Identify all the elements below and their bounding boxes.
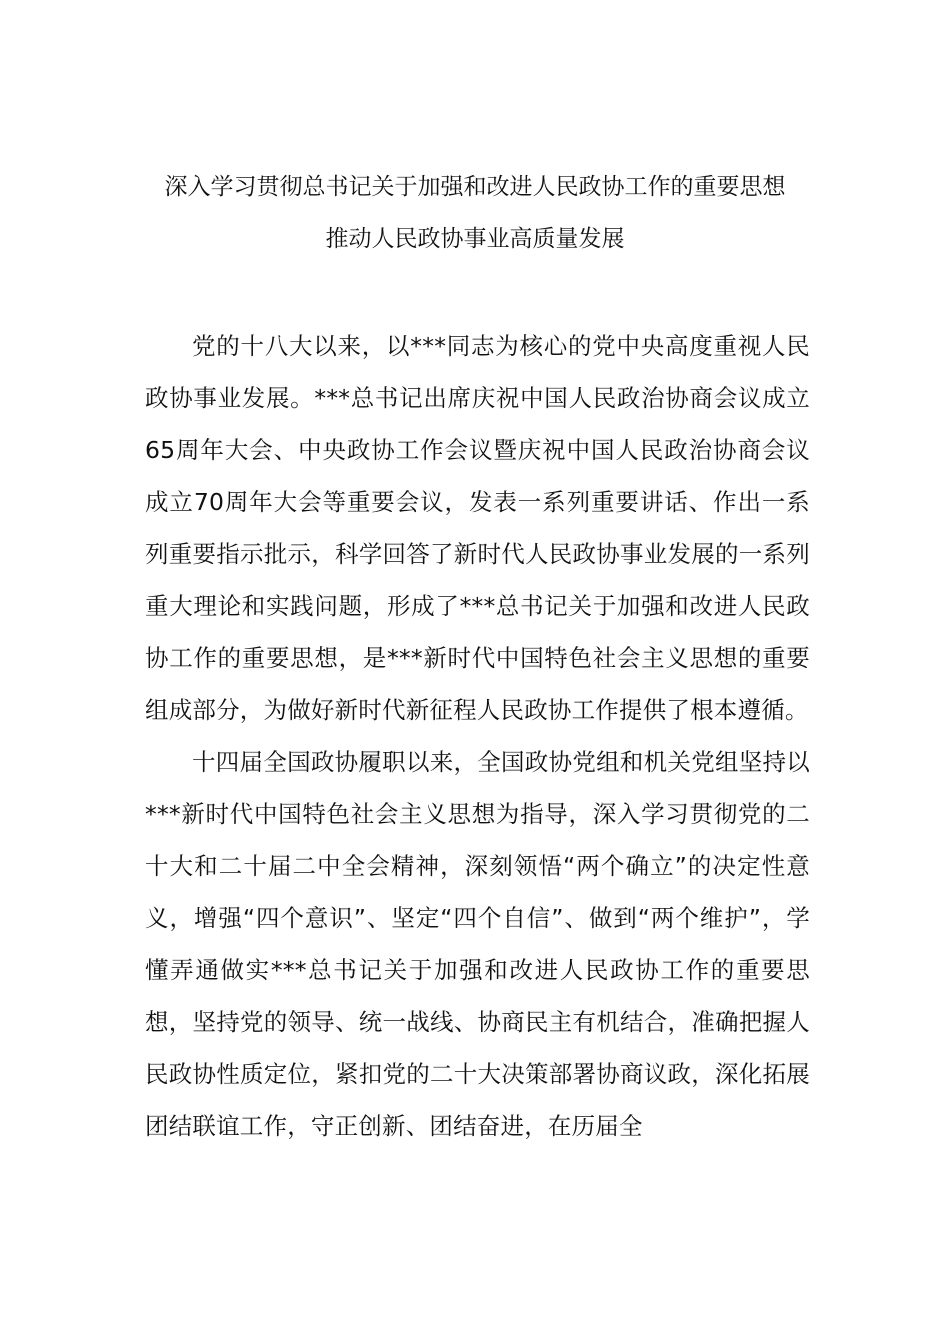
document-title-line-1: 深入学习贯彻总书记关于加强和改进人民政协工作的重要思想 [164,174,786,200]
document-title-line-2: 推动人民政协事业高质量发展 [325,226,625,252]
document-body [145,320,810,1152]
paragraph-1: 党的十八大以来，以***同志为核心的党中央高度重视人民政协事业发展。***总书记出席庆祝中国人民政治协商会议成立65周年大会、中央政协工作会议暨庆祝中国人民政治协商会议成立70周年大会等重要会议，发表一系列重要讲话、作出一系列重要指示批示，科学回答了新时代人民政协事业发展的一系列重大理论和实践问题，形成了***总书记关于加强和改进人民政协工作的重要思想，是***新时代中国特色社会主义思想的重要组成部分，为做好新时代新征程人民政协工作提供了根本遵循。 [145,332,810,724]
paragraph-2: 十四届全国政协履职以来，全国政协党组和机关党组坚持以***新时代中国特色社会主义思想为指导，深入学习贯彻党的二十大和二十届二中全会精神，深刻领悟“两个确立”的决定性意义，增强“四个意识”、坚定“四个自信”、做到“两个维护”，学懂弄通做实***总书记关于加强和改进人民政协工作的重要思想，坚持党的领导、统一战线、协商民主有机结合，准确把握人民政协性质定位，紧扣党的二十大决策部署协商议政，深化拓展团结联谊工作，守正创新、团结奋进，在历届全 [145,748,810,1140]
